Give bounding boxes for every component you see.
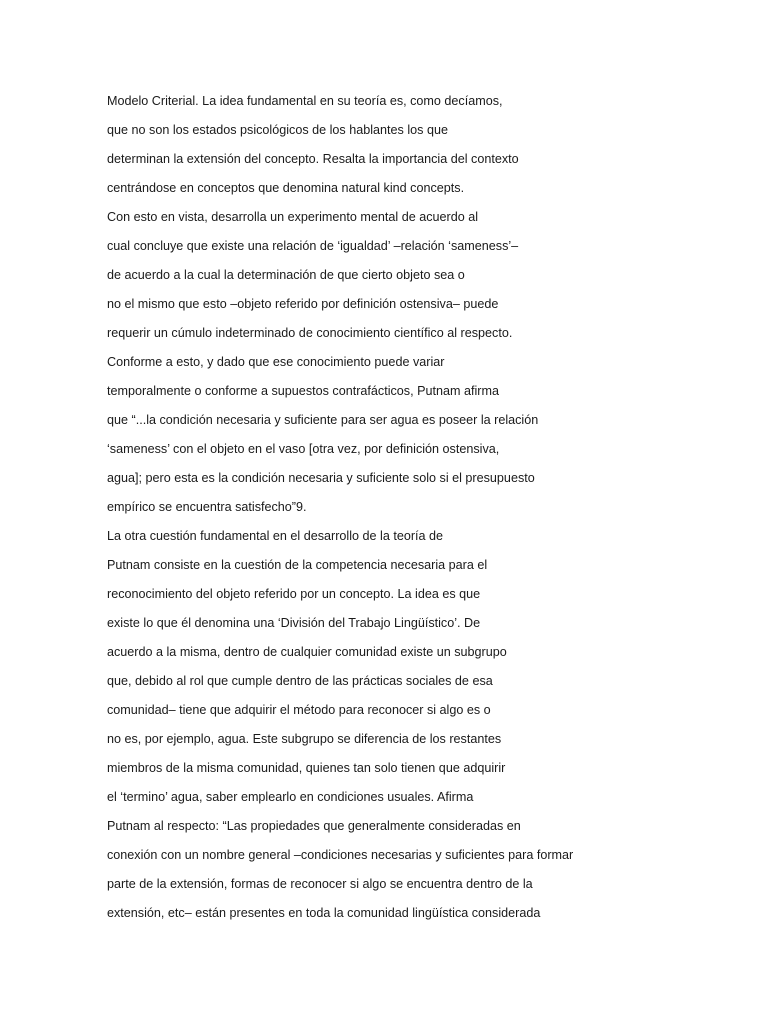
- text-line: que “...la condición necesaria y suficiente para ser agua es poseer la relación: [107, 413, 539, 427]
- text-line: cual concluye que existe una relación de ‘igualdad’ –relación ‘sameness’–: [107, 239, 519, 253]
- text-line: Con esto en vista, desarrolla un experimento mental de acuerdo al: [107, 210, 479, 224]
- text-line: no es, por ejemplo, agua. Este subgrupo se diferencia de los restantes: [107, 732, 502, 746]
- text-line: ‘sameness’ con el objeto en el vaso [otra vez, por definición ostensiva,: [107, 442, 500, 456]
- text-line: temporalmente o conforme a supuestos contrafácticos, Putnam afirma: [107, 384, 499, 398]
- text-line: Putnam al respecto: “Las propiedades que generalmente consideradas en: [107, 819, 521, 833]
- text-line: Conforme a esto, y dado que ese conocimiento puede variar: [107, 355, 445, 369]
- text-line: conexión con un nombre general –condiciones necesarias y suficientes para formar: [107, 848, 574, 862]
- text-line: que no son los estados psicológicos de los hablantes los que: [107, 123, 448, 137]
- body-text: [107, 91, 747, 932]
- text-line: el ‘termino’ agua, saber emplearlo en condiciones usuales. Afirma: [107, 790, 474, 804]
- text-line: empírico se encuentra satisfecho”9.: [107, 500, 307, 514]
- text-line: requerir un cúmulo indeterminado de conocimiento científico al respecto.: [107, 326, 513, 340]
- text-line: miembros de la misma comunidad, quienes tan solo tienen que adquirir: [107, 761, 506, 775]
- text-line: reconocimiento del objeto referido por un concepto. La idea es que: [107, 587, 481, 601]
- text-line: extensión, etc– están presentes en toda la comunidad lingüística considerada: [107, 906, 541, 920]
- text-line: de acuerdo a la cual la determinación de que cierto objeto sea o: [107, 268, 465, 282]
- text-line: comunidad– tiene que adquirir el método para reconocer si algo es o: [107, 703, 491, 717]
- text-line: que, debido al rol que cumple dentro de las prácticas sociales de esa: [107, 674, 493, 688]
- text-line: acuerdo a la misma, dentro de cualquier comunidad existe un subgrupo: [107, 645, 507, 659]
- text-line: parte de la extensión, formas de reconocer si algo se encuentra dentro de la: [107, 877, 533, 891]
- text-line: determinan la extensión del concepto. Resalta la importancia del contexto: [107, 152, 519, 166]
- text-line: centrándose en conceptos que denomina natural kind concepts.: [107, 181, 465, 195]
- text-line: no el mismo que esto –objeto referido por definición ostensiva– puede: [107, 297, 499, 311]
- text-line: existe lo que él denomina una ‘División del Trabajo Lingüístico’. De: [107, 616, 481, 630]
- text-line: Putnam consiste en la cuestión de la competencia necesaria para el: [107, 558, 488, 572]
- text-line: Modelo Criterial. La idea fundamental en su teoría es, como decíamos,: [107, 94, 503, 108]
- text-line: agua]; pero esta es la condición necesaria y suficiente solo si el presupuesto: [107, 471, 535, 485]
- text-line: La otra cuestión fundamental en el desarrollo de la teoría de: [107, 529, 444, 543]
